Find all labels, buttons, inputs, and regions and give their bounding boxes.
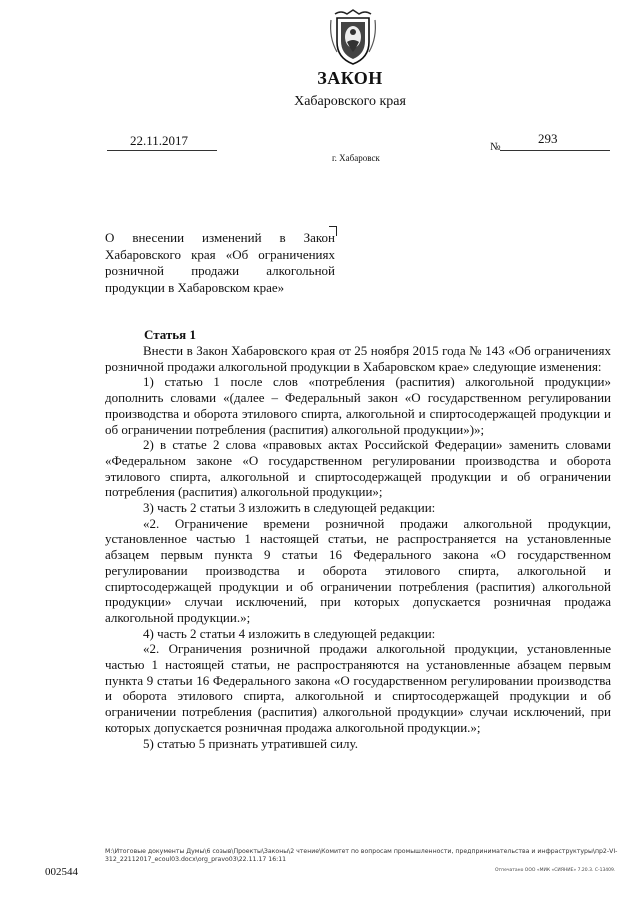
document-city: г. Хабаровск (332, 153, 380, 163)
paragraph-item-1: 1) статью 1 после слов «потребления (распития) алкогольной продукции» дополнить словами «(далее – Федеральный закон «О государственном регулировании производства и оборота этилового спирта, алкогольной и спиртосодержащей продукции и об ограничении потребления (распития) алкогольной продукции»)»; (105, 374, 611, 437)
paragraph-item-3-text: «2. Ограничение времени розничной продажи алкогольной продукции, установленное частью 1 настоящей статьи, не распространяется на установленные абзацем первым пункта 9 статьи 16 Федерального закона «О государственном регулировании производства и оборота этилового спирта, алкогольной и спиртосодержащей продукции и об ограничении потребления (распития) алкогольной продукции» случаи исключений, при которых допускается розничная продажа алкогольной продукции.»; (105, 515, 611, 625)
document-subject: О внесении изменений в Закон Хабаровского края «Об ограничениях розничной продажи алкогольной продукции в Хабаровском крае» (105, 230, 335, 295)
footer-file-path: M:\Итоговые документы Думы\6 созыв\Проекты\Законы\2 чтение\Комитет по вопросам промышленности, предпринимательства и инфраструктуры\пр2-VI-312_22112017_ecoul03.docx\org_pravo03\22.11.17 16:11 (105, 848, 618, 863)
document-region: Хабаровского края (294, 94, 406, 109)
paragraph-item-5: 5) статью 5 признать утратившей силу. (143, 735, 358, 751)
footer-print-mark: Отпечатано ООО «МИК «СИЯНИЕ» 7.20.3. С-13409. (495, 868, 616, 873)
document-date: 22.11.2017 (130, 133, 189, 148)
paragraph-item-4: 4) часть 2 статьи 4 изложить в следующей редакции: (143, 625, 436, 641)
page-code: 002544 (45, 866, 78, 878)
paragraph-item-3: 3) часть 2 статьи 3 изложить в следующей редакции: (143, 500, 436, 516)
number-underline (500, 150, 610, 151)
date-underline (107, 150, 217, 151)
coat-of-arms-emblem (327, 8, 379, 66)
document-number: 293 (538, 131, 558, 146)
article-heading: Статья 1 (144, 327, 196, 342)
document-title: ЗАКОН (317, 68, 383, 88)
paragraph-intro: Внести в Закон Хабаровского края от 25 ноября 2015 года № 143 «Об ограничениях розничной продажи алкогольной продукции в Хабаровском крае» следующие изменения: (105, 343, 611, 374)
paragraph-item-4-text: «2. Ограничения розничной продажи алкогольной продукции, установленные частью 1 настоящей статьи, не распространяются на установленные абзацем первым пункта 9 статьи 16 Федерального закона «О государственном регулировании производства и оборота этилового спирта, алкогольной и спиртосодержащей продукции и об ограничении потребления (распития) алкогольной продукции» случаи исключений, при которых допускается розничная продажа алкогольной продукции.»; (105, 641, 611, 735)
number-label: № (490, 141, 501, 153)
paragraph-item-2: 2) в статье 2 слова «правовых актах Российской Федерации» заменить словами «Федеральном законе «О государственном регулировании производства и оборота этилового спирта, алкогольной и спиртосодержащей продукции и об ограничении потребления (распития) алкогольной продукции»; (105, 437, 611, 500)
article-body (105, 343, 611, 751)
